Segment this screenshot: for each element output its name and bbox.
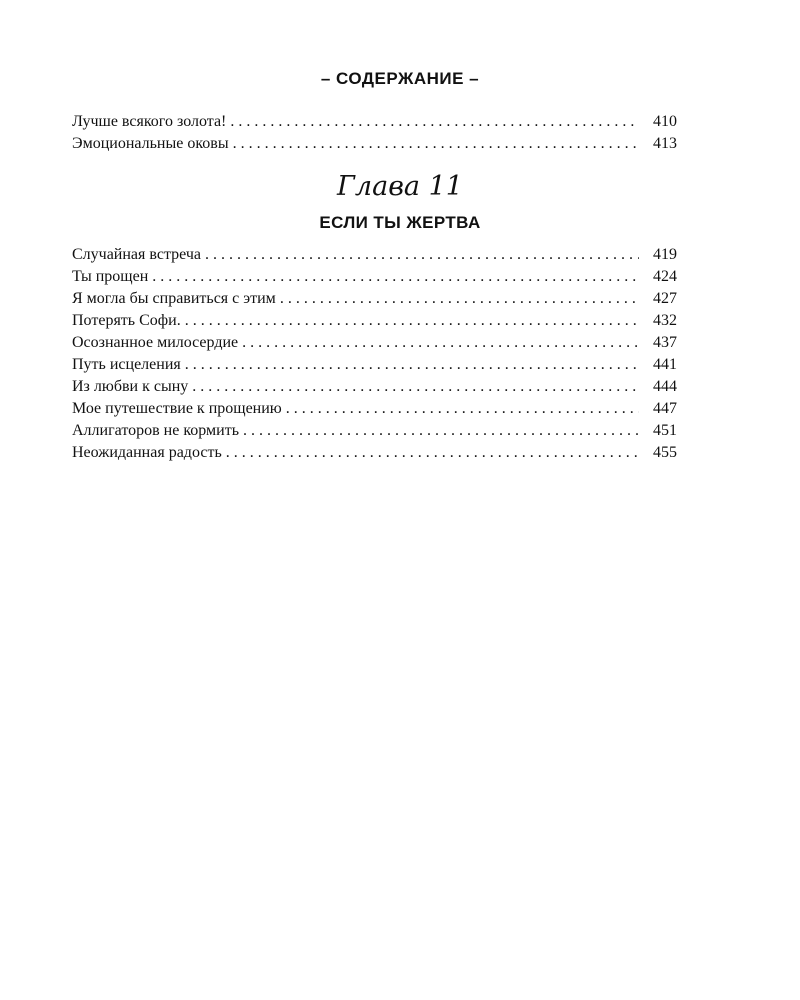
toc-entry[interactable] <box>72 111 677 133</box>
toc-entry[interactable] <box>72 354 677 376</box>
toc-entry[interactable] <box>72 376 677 398</box>
toc-entry-title: Лучше всякого золота! <box>72 113 227 130</box>
toc-entry[interactable] <box>72 420 677 442</box>
toc-entry[interactable] <box>72 244 677 266</box>
dot-leader <box>242 332 639 354</box>
toc-entry[interactable] <box>72 398 677 420</box>
toc-entry-title: Потерять Софи. <box>72 312 181 329</box>
toc-entry-title: Неожиданная радость <box>72 444 222 461</box>
toc-entry[interactable] <box>72 332 677 354</box>
toc-entry-page: 413 <box>653 135 677 152</box>
dot-leader <box>226 442 639 464</box>
toc-entry[interactable] <box>72 133 677 155</box>
toc-entry-page: 427 <box>653 290 677 307</box>
toc-entry-page: 441 <box>653 356 677 373</box>
toc-entry-page: 424 <box>653 268 677 285</box>
toc-entry-page: 451 <box>653 422 677 439</box>
toc-entry-page: 444 <box>653 378 677 395</box>
dot-leader <box>230 111 639 133</box>
toc-entry-title: Эмоциональные оковы <box>72 135 229 152</box>
toc-entry-title: Ты прощен <box>72 268 149 285</box>
dot-leader <box>286 398 639 420</box>
toc-entry[interactable] <box>72 442 677 464</box>
toc-entry-page: 447 <box>653 400 677 417</box>
dot-leader <box>152 266 639 288</box>
toc-entry-title: Аллигаторов не кормить <box>72 422 240 439</box>
toc-entry[interactable] <box>72 288 677 310</box>
toc-entry-page: 455 <box>653 444 677 461</box>
toc-entry-page: 437 <box>653 334 677 351</box>
dot-leader <box>205 244 639 266</box>
dot-leader <box>192 376 639 398</box>
toc-entry-title: Осознанное милосердие <box>72 334 239 351</box>
toc-entry[interactable] <box>72 266 677 288</box>
dot-leader <box>280 288 639 310</box>
toc-entry-title: Из любви к сыну <box>72 378 189 395</box>
toc-entry-title: Путь исцеления <box>72 356 181 373</box>
dot-leader <box>185 354 639 376</box>
toc-entry-title: Случайная встреча <box>72 246 201 263</box>
toc-entry-title: Мое путешествие к прощению <box>72 400 282 417</box>
toc-list-chapter <box>72 244 677 464</box>
page-header: – СОДЕРЖАНИЕ – <box>320 69 480 88</box>
toc-entry-title: Я могла бы справиться с этим <box>72 290 276 307</box>
chapter-label: Глава 11 <box>337 171 463 202</box>
chapter-title: ЕСЛИ ТЫ ЖЕРТВА <box>319 213 481 232</box>
dot-leader <box>185 310 639 332</box>
toc-list-top <box>72 111 677 155</box>
toc-entry-page: 410 <box>653 113 677 130</box>
toc-entry-page: 432 <box>653 312 677 329</box>
toc-entry[interactable] <box>72 310 677 332</box>
dot-leader <box>243 420 639 442</box>
dot-leader <box>233 133 639 155</box>
toc-entry-page: 419 <box>653 246 677 263</box>
